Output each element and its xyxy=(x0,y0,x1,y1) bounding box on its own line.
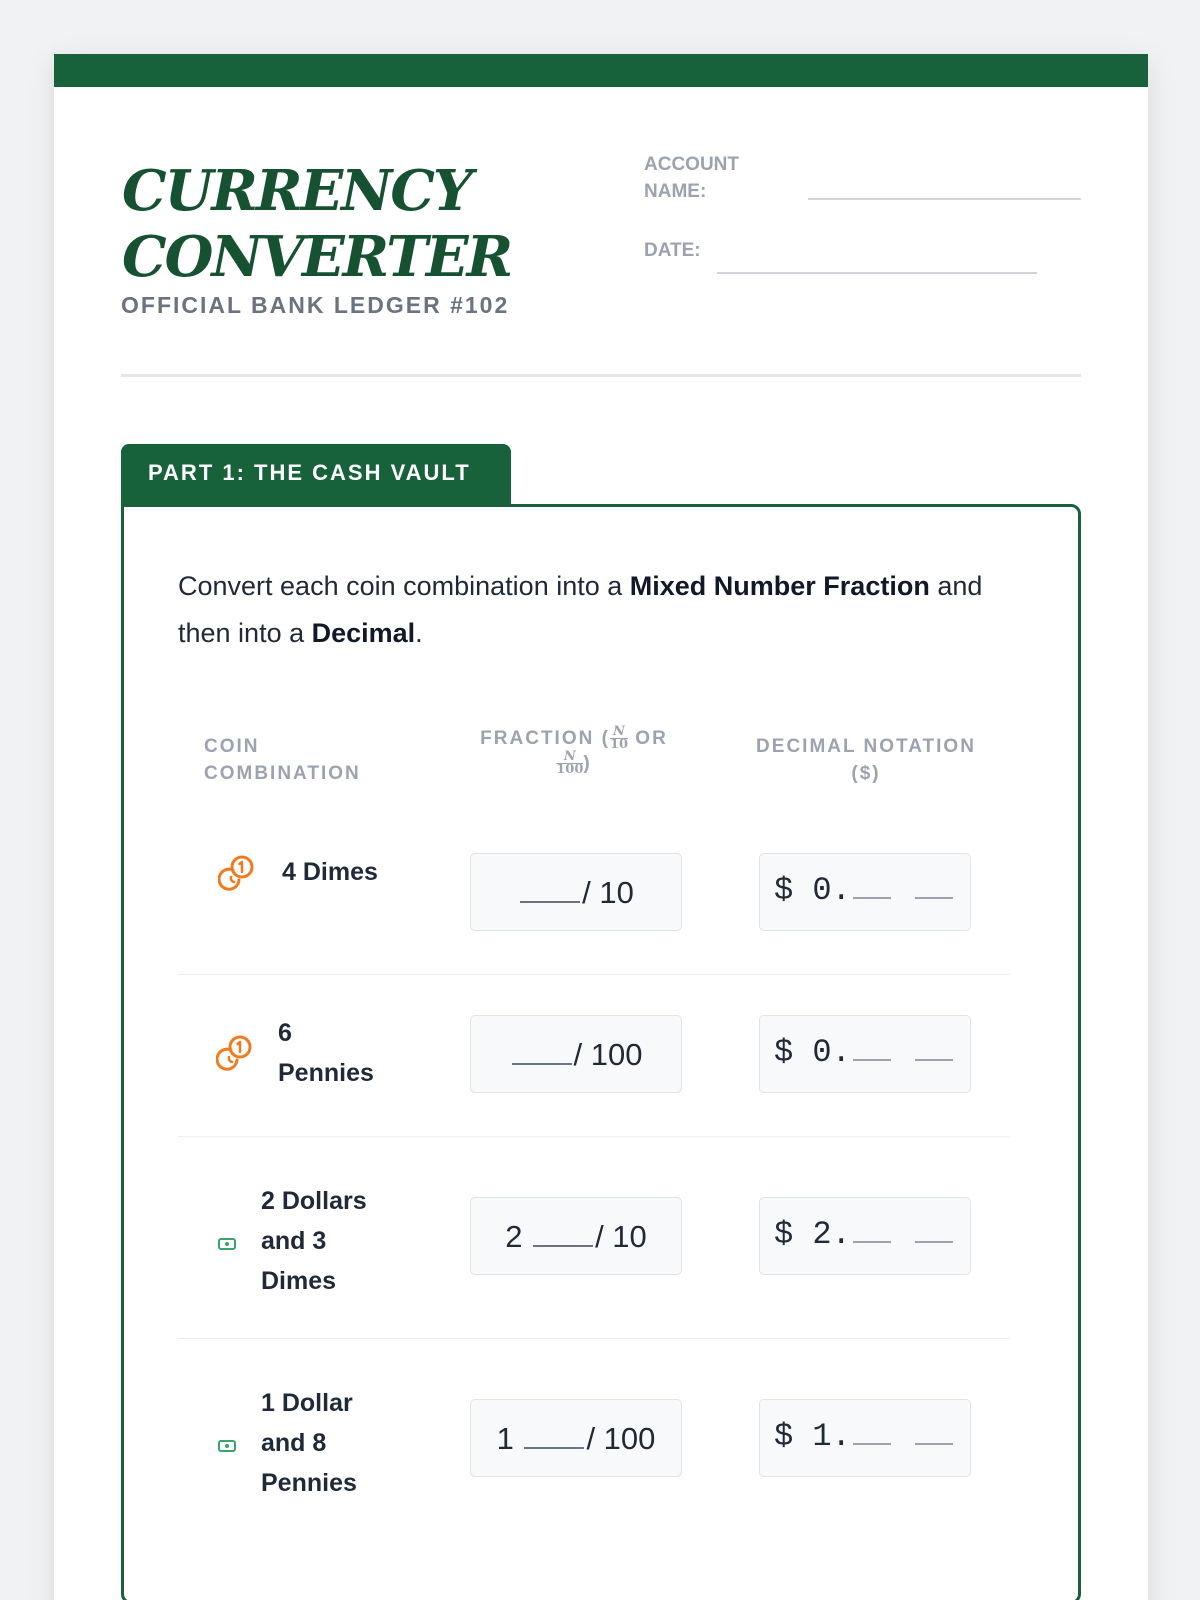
date-label: DATE: xyxy=(644,240,701,261)
row-divider xyxy=(178,1338,1010,1339)
coins-icon xyxy=(218,853,256,891)
numerator-blank[interactable] xyxy=(524,1427,584,1449)
section-tab: PART 1: THE CASH VAULT xyxy=(121,444,511,506)
tenths-blank[interactable] xyxy=(853,1039,891,1061)
decimal-input-row-1[interactable] xyxy=(759,853,971,931)
coin-label-line: 1 Dollar xyxy=(261,1389,353,1417)
fraction-n-over-10 xyxy=(610,726,628,751)
dollar-sign: $ xyxy=(774,872,794,909)
decimal-input-row-3[interactable] xyxy=(759,1197,971,1275)
fraction-input-row-1[interactable] xyxy=(470,853,682,931)
account-label-line-1: ACCOUNT xyxy=(644,154,739,175)
header-divider xyxy=(121,374,1081,377)
instructions-text-1: Convert each coin combination into a xyxy=(178,571,630,601)
frac1-numerator: N xyxy=(610,726,628,739)
coin-label-line: 4 Dimes xyxy=(282,858,378,886)
coin-label-line: and 3 xyxy=(261,1227,327,1255)
coin-label-row-2 xyxy=(278,1013,374,1093)
title-line-1: CURRENCY xyxy=(122,158,471,224)
instructions-bold-1: Mixed Number Fraction xyxy=(629,571,930,601)
fraction-header-or: OR xyxy=(628,728,668,749)
column-header-decimal xyxy=(746,733,986,787)
fraction-denominator: / 10 xyxy=(582,875,634,910)
whole-number: 2 xyxy=(505,1219,523,1254)
row-divider xyxy=(178,1136,1010,1137)
dollar-sign: $ xyxy=(774,1216,794,1253)
decimal-prefix: 0. xyxy=(812,1034,851,1071)
numerator-blank[interactable] xyxy=(512,1043,572,1065)
coin-label-row-1 xyxy=(282,852,378,892)
dollar-bill-icon xyxy=(218,1237,236,1251)
row-divider xyxy=(178,974,1010,975)
numerator-blank[interactable] xyxy=(520,881,580,903)
decimal-header-line-1: DECIMAL NOTATION xyxy=(756,736,976,757)
tenths-blank[interactable] xyxy=(853,1423,891,1445)
decimal-prefix: 0. xyxy=(812,872,851,909)
fraction-header-suffix: ) xyxy=(583,753,592,774)
instructions-bold-2: Decimal xyxy=(311,618,416,648)
coin-label-line: 2 Dollars xyxy=(261,1187,367,1215)
frac2-denominator: 100 xyxy=(556,762,584,778)
coin-label-line: and 8 xyxy=(261,1429,327,1457)
fraction-denominator: / 100 xyxy=(586,1421,656,1456)
instructions-text-3: . xyxy=(415,618,423,648)
decimal-input-row-4[interactable] xyxy=(759,1399,971,1477)
top-accent-bar xyxy=(54,54,1148,87)
account-name-field[interactable] xyxy=(808,198,1081,200)
coin-label-line: 6 xyxy=(278,1019,292,1047)
dollar-sign: $ xyxy=(774,1034,794,1071)
tenths-blank[interactable] xyxy=(853,877,891,899)
fraction-input-row-3[interactable] xyxy=(470,1197,682,1275)
tenths-blank[interactable] xyxy=(853,1221,891,1243)
coin-label-line: Pennies xyxy=(278,1059,374,1087)
title-line-2: CONVERTER xyxy=(122,224,512,290)
hundredths-blank[interactable] xyxy=(915,1221,953,1243)
account-name-label xyxy=(644,151,739,205)
decimal-header-line-2: ($) xyxy=(851,763,881,784)
coin-label-line: Dimes xyxy=(261,1267,337,1295)
coin-label-line: Pennies xyxy=(261,1469,357,1497)
fraction-n-over-100 xyxy=(556,751,583,776)
page-subtitle: OFFICIAL BANK LEDGER #102 xyxy=(121,292,510,318)
hundredths-blank[interactable] xyxy=(915,877,953,899)
dollar-sign: $ xyxy=(774,1418,794,1455)
frac2-numerator: N xyxy=(556,751,583,764)
dollar-bill-icon xyxy=(218,1439,236,1453)
whole-number: 1 xyxy=(496,1421,514,1456)
fraction-denominator: / 100 xyxy=(573,1037,643,1072)
coins-icon xyxy=(216,1033,254,1071)
coin-label-row-3 xyxy=(261,1181,367,1301)
cash-vault-panel xyxy=(121,504,1081,1600)
hundredths-blank[interactable] xyxy=(915,1423,953,1445)
page-title xyxy=(122,158,511,290)
worksheet-page xyxy=(54,54,1148,1600)
decimal-prefix: 1. xyxy=(812,1418,851,1455)
account-label-line-2: NAME: xyxy=(644,181,707,202)
coin-header-line-2: COMBINATION xyxy=(204,763,361,784)
instructions xyxy=(178,563,998,657)
fraction-input-row-2[interactable] xyxy=(470,1015,682,1093)
frac1-denominator: 10 xyxy=(609,737,629,753)
fraction-input-row-4[interactable] xyxy=(470,1399,682,1477)
fraction-header-prefix: FRACTION ( xyxy=(480,728,610,749)
instructions-text-2: and then into a xyxy=(178,571,983,648)
coin-header-line-1: COIN xyxy=(204,736,260,757)
coin-label-row-4 xyxy=(261,1383,357,1503)
hundredths-blank[interactable] xyxy=(915,1039,953,1061)
decimal-prefix: 2. xyxy=(812,1216,851,1253)
column-header-fraction xyxy=(464,725,684,777)
numerator-blank[interactable] xyxy=(533,1225,593,1247)
date-field[interactable] xyxy=(717,272,1037,274)
column-header-coin xyxy=(204,733,361,787)
decimal-input-row-2[interactable] xyxy=(759,1015,971,1093)
fraction-denominator: / 10 xyxy=(595,1219,647,1254)
